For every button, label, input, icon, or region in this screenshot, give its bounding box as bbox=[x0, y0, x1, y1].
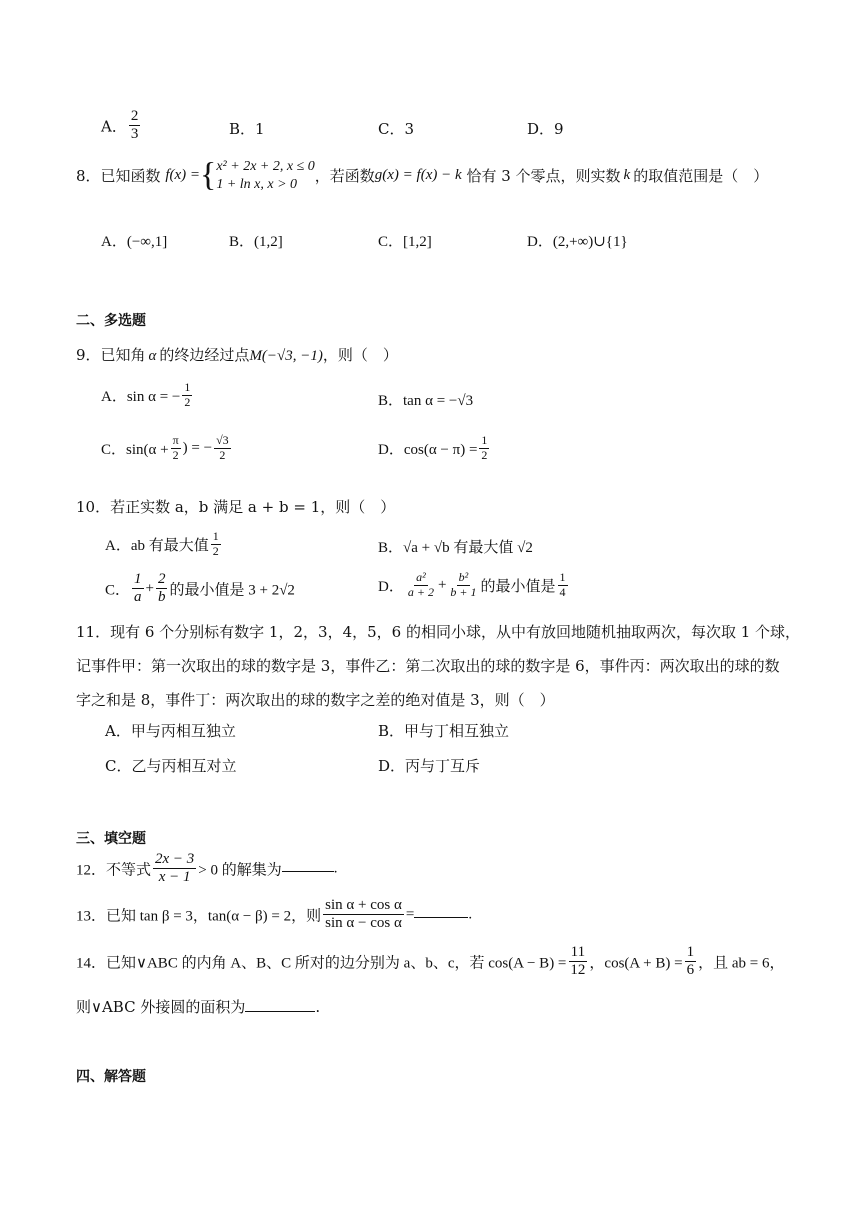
q8-fx: f(x) = bbox=[165, 167, 201, 183]
q14-fraction-1 bbox=[568, 944, 587, 980]
fraction-numerator: π bbox=[172, 433, 179, 447]
fraction-numerator: 2 bbox=[156, 571, 168, 589]
fraction-denominator: a bbox=[134, 589, 142, 606]
q8-option-b: B．(1,2] bbox=[229, 234, 283, 250]
q14-line-1 bbox=[76, 944, 784, 980]
q8-stem bbox=[76, 158, 768, 193]
q8-option-a: A．(−∞,1] bbox=[101, 234, 168, 250]
q7-option-a-label: A． bbox=[101, 117, 127, 136]
fraction-denominator: x − 1 bbox=[158, 869, 191, 886]
q9-option-c-fraction-2 bbox=[214, 434, 231, 463]
q8-piecewise bbox=[216, 158, 314, 193]
q9-option-c-fraction-1 bbox=[171, 434, 181, 463]
q8-gx: g(x) = f(x) − k bbox=[374, 167, 462, 183]
section-3-heading: 三、填空题 bbox=[76, 831, 146, 847]
fraction-numerator: a² bbox=[416, 570, 426, 584]
q10-option-c bbox=[105, 571, 295, 607]
q11-option-d: D．丙与丁互斥 bbox=[378, 757, 481, 775]
q14-suffix: ，且 ab = 6， bbox=[698, 955, 785, 972]
q12-period: . bbox=[333, 860, 338, 877]
q10-option-a-text: A．ab 有最大值 bbox=[105, 537, 209, 554]
q9-stem-mid: 的终边经过点 bbox=[159, 346, 250, 364]
plus-sign: + bbox=[145, 580, 154, 597]
q8-number: 8．已知函数 bbox=[76, 167, 161, 185]
q7-option-a bbox=[101, 108, 142, 144]
q10-option-d-suffix: 的最小值是 bbox=[480, 578, 556, 595]
q8-k: k bbox=[623, 167, 631, 183]
q10-option-b: B．√a + √b 有最大值 √2 bbox=[378, 540, 533, 556]
q9-option-c bbox=[101, 434, 233, 463]
q14-answer-blank[interactable] bbox=[245, 1010, 315, 1012]
q12-fraction bbox=[153, 851, 196, 887]
q7-option-d: D．9 bbox=[527, 120, 564, 138]
fraction-numerator: √3 bbox=[216, 433, 229, 447]
q13-equals: = bbox=[405, 906, 415, 923]
fraction-denominator: 2 bbox=[481, 447, 488, 462]
fraction-numerator: 1 bbox=[184, 380, 191, 394]
q12 bbox=[76, 851, 338, 887]
q14-mid: ，cos(A + B) = bbox=[589, 955, 683, 972]
q8-option-c: C．[1,2] bbox=[378, 234, 432, 250]
q9-option-c-prefix: C．sin(α + bbox=[101, 441, 169, 458]
q9-option-c-mid: ) = − bbox=[182, 439, 213, 456]
q10-option-c-fraction-2 bbox=[156, 571, 168, 607]
q8-tail-3: 的取值范围是（ ） bbox=[633, 167, 769, 185]
fraction-numerator: 1 bbox=[559, 570, 566, 584]
q8-brace: { bbox=[200, 156, 217, 194]
fraction-numerator: 2x − 3 bbox=[153, 851, 196, 869]
q11-line-3: 字之和是 8，事件丁：两次取出的球的数字之差的绝对值是 3，则（ ） bbox=[76, 691, 555, 709]
fraction-numerator: 2 bbox=[129, 108, 141, 126]
q10-option-d-fraction-1 bbox=[406, 571, 436, 600]
q13-answer-blank[interactable] bbox=[414, 916, 468, 918]
fraction-denominator: 4 bbox=[559, 584, 566, 599]
q14-period: . bbox=[315, 998, 321, 1016]
q10-option-d bbox=[378, 571, 570, 600]
q7-option-a-fraction bbox=[129, 108, 141, 144]
q13-period: . bbox=[468, 906, 473, 923]
fraction-denominator: 12 bbox=[570, 962, 586, 979]
q10-option-c-suffix: 的最小值是 3 + 2√2 bbox=[169, 582, 295, 599]
q13-fraction bbox=[323, 897, 404, 933]
fraction-denominator: b + 1 bbox=[450, 584, 477, 599]
q9-point: M(−√3, −1) bbox=[249, 348, 323, 364]
q9-option-a-fraction bbox=[182, 381, 192, 410]
q12-suffix: > 0 的解集为 bbox=[198, 862, 282, 879]
q11-line-1: 11．现有 6 个分别标有数字 1，2，3，4，5，6 的相同小球，从中有放回地随机抽取两次，每次取 1 个球， bbox=[76, 623, 801, 641]
fraction-numerator: 1 bbox=[481, 433, 488, 447]
fraction-denominator: sin α − cos α bbox=[325, 915, 402, 932]
fraction-denominator: 2 bbox=[219, 447, 226, 462]
q8-tail-1: ，若函数 bbox=[314, 167, 375, 185]
q8-tail-2: 恰有 3 个零点，则实数 bbox=[466, 167, 621, 185]
q9-option-b: B．tan α = −√3 bbox=[378, 393, 474, 409]
q10-option-d-prefix: D． bbox=[378, 578, 404, 595]
fraction-denominator: 3 bbox=[130, 126, 139, 143]
q10-option-c-prefix: C． bbox=[105, 582, 131, 599]
fraction-numerator: 1 bbox=[132, 571, 144, 589]
fraction-numerator: b² bbox=[458, 570, 469, 584]
plus-sign: + bbox=[437, 576, 447, 593]
fraction-denominator: 2 bbox=[212, 543, 219, 558]
q14-line-2 bbox=[76, 996, 320, 1017]
fraction-denominator: 2 bbox=[184, 394, 191, 409]
q9-stem-prefix: 9．已知角 bbox=[76, 346, 146, 364]
q9-stem bbox=[76, 344, 398, 365]
q9-option-d-prefix: D．cos(α − π) = bbox=[378, 441, 478, 458]
fraction-denominator: 2 bbox=[172, 447, 179, 462]
q14-fraction-2 bbox=[685, 944, 697, 980]
fraction-numerator: 1 bbox=[685, 944, 697, 962]
q14-line-2-text: 则∨ABC 外接圆的面积为 bbox=[76, 998, 246, 1016]
q7-option-c: C．3 bbox=[378, 120, 415, 138]
q9-option-a bbox=[101, 381, 194, 410]
q9-option-d-fraction bbox=[479, 434, 489, 463]
q7-option-b: B．1 bbox=[229, 120, 265, 138]
fraction-denominator: 6 bbox=[686, 962, 695, 979]
q10-option-a bbox=[105, 530, 223, 559]
q11-option-b: B．甲与丁相互独立 bbox=[378, 722, 510, 740]
fraction-numerator: 1 bbox=[212, 529, 219, 543]
section-2-heading: 二、多选题 bbox=[76, 313, 146, 329]
q10-option-c-fraction-1 bbox=[132, 571, 144, 607]
q12-answer-blank[interactable] bbox=[282, 870, 334, 872]
q11-line-2: 记事件甲：第一次取出的球的数字是 3，事件乙：第二次取出的球的数字是 6，事件丙：两次取出的球的数 bbox=[76, 657, 780, 675]
q12-prefix: 12．不等式 bbox=[76, 862, 152, 879]
q8-case-2: 1 + ln x, x > 0 bbox=[216, 176, 298, 192]
fraction-denominator: a + 2 bbox=[407, 584, 434, 599]
fraction-numerator: 11 bbox=[569, 944, 587, 962]
q8-case-1: x² + 2x + 2, x ≤ 0 bbox=[216, 159, 315, 174]
q10-option-d-fraction-2 bbox=[448, 571, 478, 600]
q9-stem-suffix: ，则（ ） bbox=[322, 346, 398, 364]
q9-option-d bbox=[378, 434, 491, 463]
q8-option-d: D．(2,+∞)∪{1} bbox=[527, 234, 628, 250]
fraction-numerator: sin α + cos α bbox=[323, 897, 404, 915]
q13-prefix: 13．已知 tan β = 3，tan(α − β) = 2，则 bbox=[76, 908, 322, 925]
q14-prefix: 14．已知∨ABC 的内角 A、B、C 所对的边分别为 a、b、c，若 cos(A − B) = bbox=[76, 955, 567, 972]
q13 bbox=[76, 897, 472, 933]
q11-option-a: A．甲与丙相互独立 bbox=[105, 722, 236, 740]
fraction-denominator: b bbox=[157, 589, 166, 606]
q10-option-d-fraction-3 bbox=[558, 571, 568, 600]
section-4-heading: 四、解答题 bbox=[76, 1069, 146, 1085]
q11-option-c: C．乙与丙相互对立 bbox=[105, 757, 237, 775]
q10-option-a-fraction bbox=[211, 530, 221, 559]
q9-alpha: α bbox=[148, 348, 157, 364]
q10-stem: 10．若正实数 a，b 满足 a + b = 1，则（ ） bbox=[76, 498, 396, 516]
q9-option-a-text: A．sin α = − bbox=[101, 388, 181, 405]
